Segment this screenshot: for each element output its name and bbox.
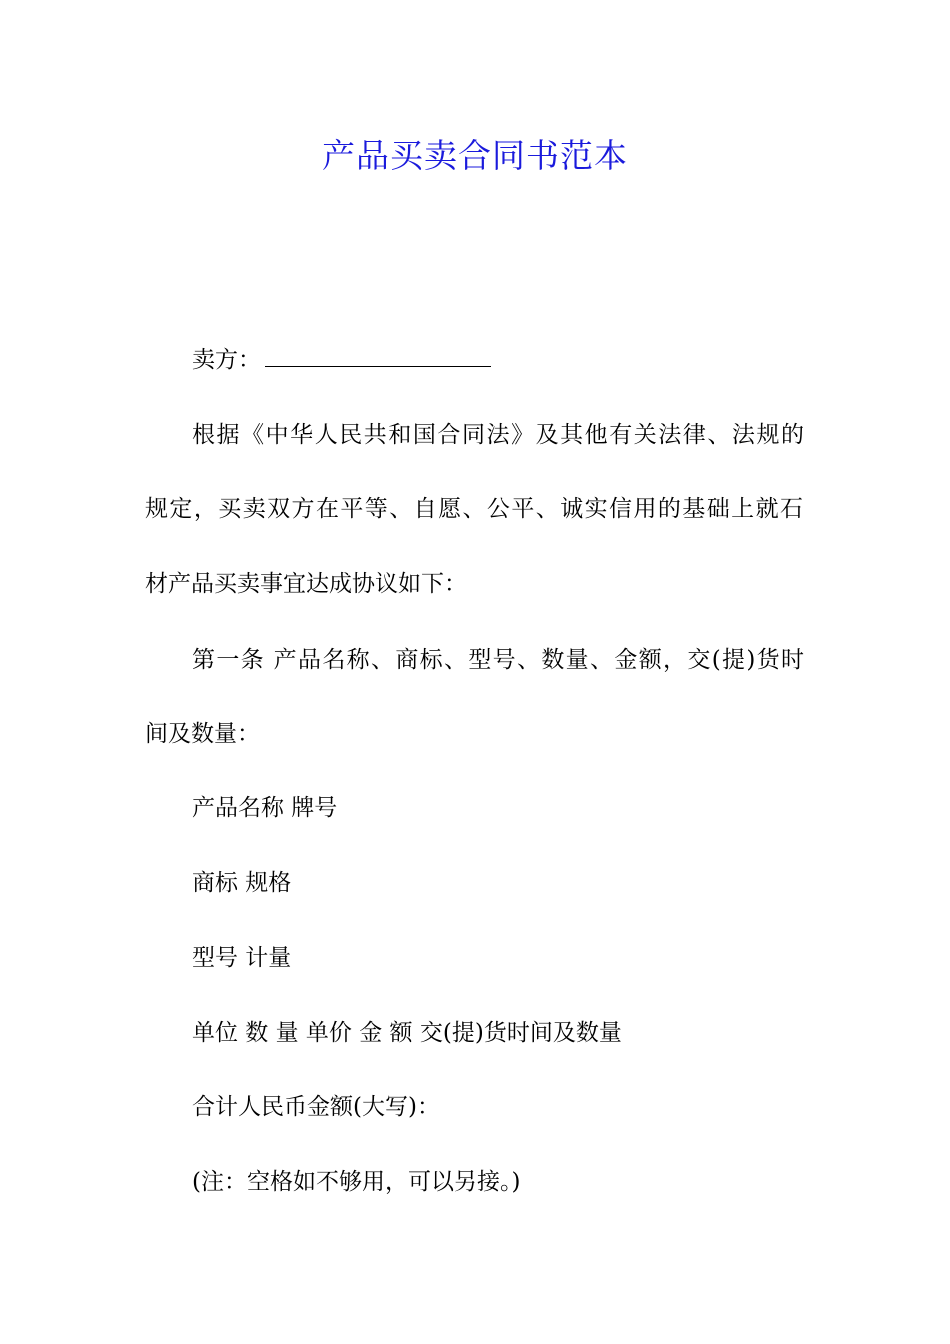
seller-blank-field[interactable]: [265, 344, 491, 367]
paragraph1-line1: 根据《中华人民共和国合同法》及其他有关法律、法规的: [192, 422, 804, 448]
paragraph1-line3: 材产品买卖事宜达成协议如下：: [145, 571, 467, 597]
field-row-model: 型号 计量: [192, 945, 292, 971]
article1-line2: 间及数量：: [145, 721, 260, 747]
field-row-unit: 单位 数 量 单价 金 额 交(提)货时间及数量: [192, 1020, 622, 1046]
field-row-product-name: 产品名称 牌号: [192, 795, 338, 821]
field-row-total-amount: 合计人民币金额(大写)：: [192, 1094, 440, 1120]
note-line: (注：空格如不够用，可以另接。): [192, 1169, 521, 1195]
article1-line1: 第一条 产品名称、商标、型号、数量、金额，交(提)货时: [192, 647, 804, 673]
seller-line: [192, 344, 862, 375]
paragraph1-line2: 规定，买卖双方在平等、自愿、公平、诚实信用的基础上就石: [145, 496, 803, 522]
field-row-trademark: 商标 规格: [192, 870, 292, 896]
document-title: 产品买卖合同书范本: [322, 136, 628, 175]
seller-label: 卖方：: [192, 347, 261, 373]
